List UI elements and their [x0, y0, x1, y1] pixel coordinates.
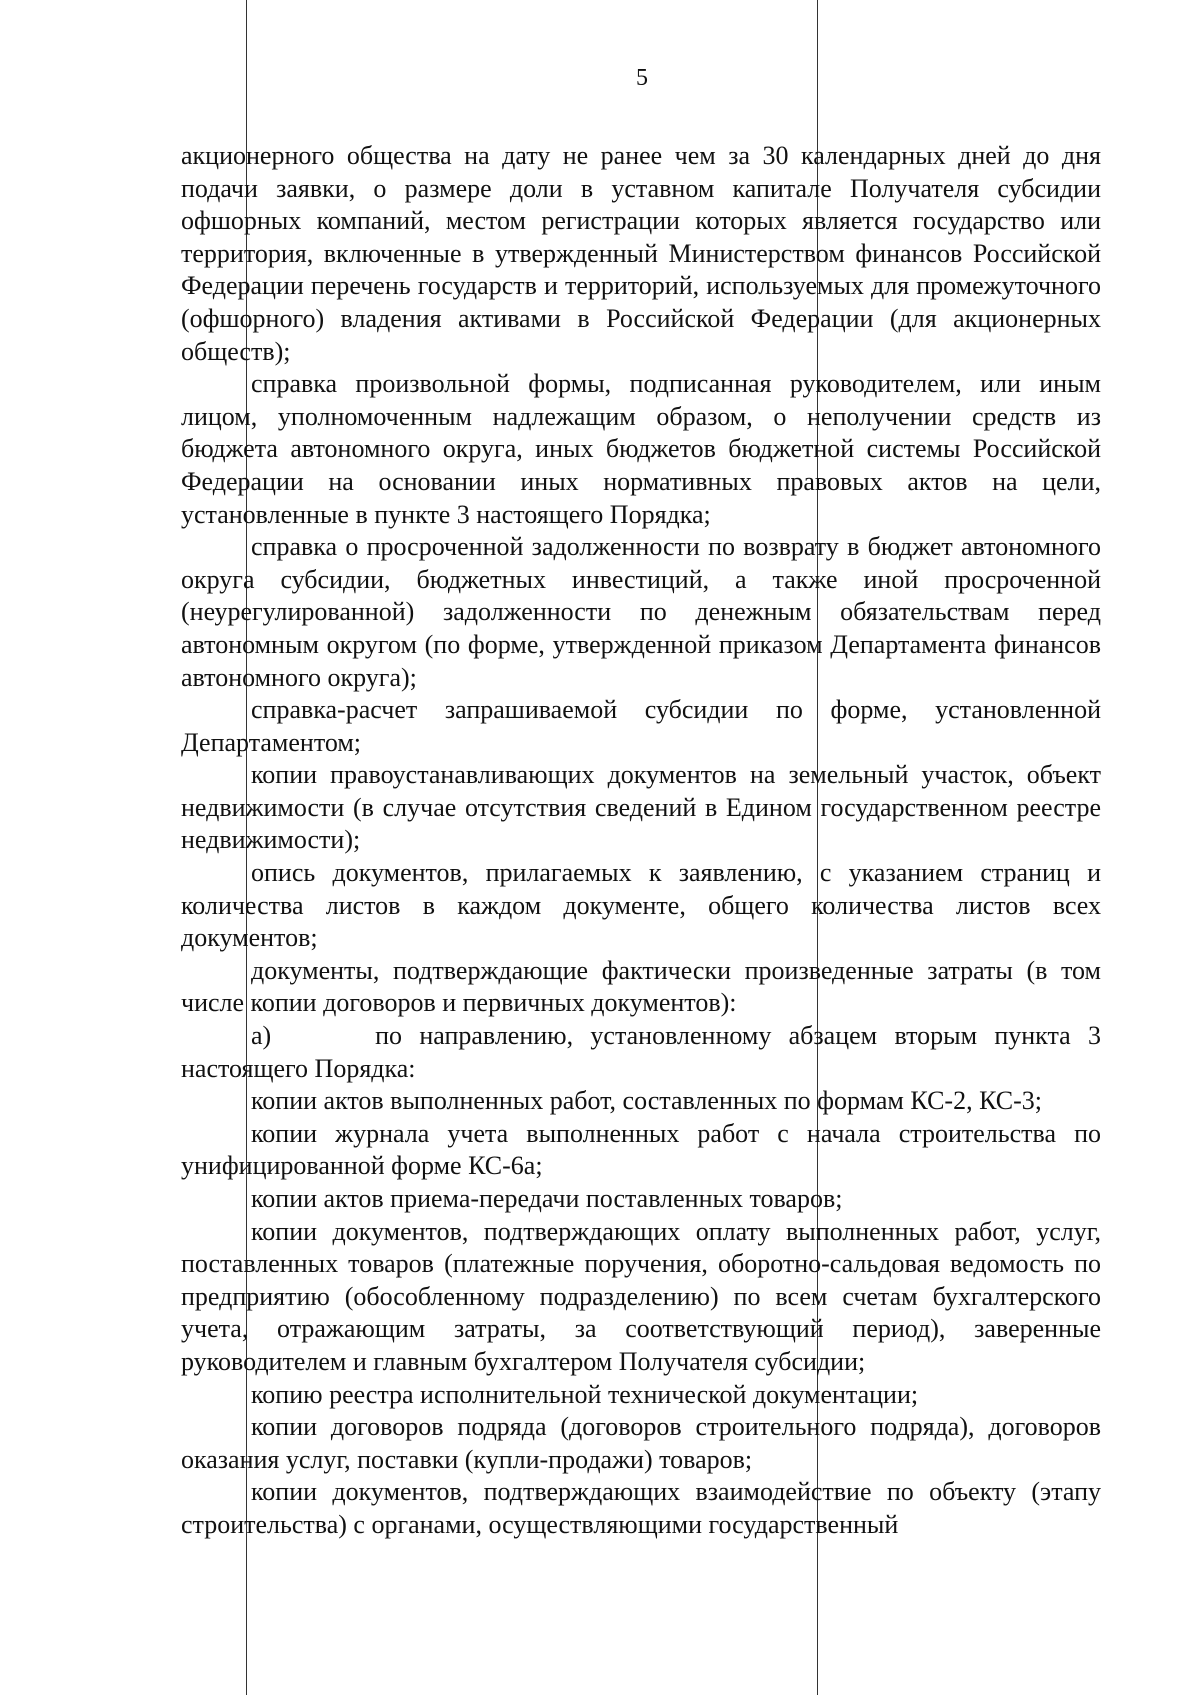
paragraph-8: а) по направлению, установленному абзацем вторым пункта 3 настоящего Порядка:: [181, 1021, 1101, 1083]
paragraph-2: справка произвольной формы, подписанная руководителем, или иным лицом, уполномоченным надлежащим образом, о неполучении средств из бюджета автономного округа, иных бюджетов бюджетной системы Российской Федерации на основании иных нормативных правовых актов на цели, установленные в пункте 3 настоящего Порядка;: [181, 369, 1101, 529]
paragraph-14: копии договоров подряда (договоров строительного подряда), договоров оказания услуг, поставки (купли-продажи) товаров;: [181, 1412, 1101, 1474]
paragraph-13: копию реестра исполнительной технической документации;: [251, 1379, 919, 1409]
paragraph-10: копии журнала учета выполненных работ с начала строительства по унифицированной форме КС-6а;: [181, 1118, 1101, 1181]
paragraph-9: копии актов выполненных работ, составленных по формам КС-2, КС-3;: [251, 1086, 1042, 1116]
paragraph-12: копии документов, подтверждающих оплату выполненных работ, услуг, поставленных товаров (платежные поручения, оборотно-сальдовая ведомость по предприятию (обособленному подразделению) по всем счетам бухгалтерского учета, отражающим затраты, за соответствующий период), заверенные руководителем и главным бухгалтером Получателя субсидии;: [181, 1216, 1101, 1376]
paragraph-1: акционерного общества на дату не ранее чем за 30 календарных дней до дня подачи заявки, о размере доли в уставном капитале Получателя субсидии офшорных компаний, местом регистрации которых является государство или территория, включенные в утвержденный Министерством финансов Российской Федерации перечень государств и территорий, используемых для промежуточного (офшорного) владения активами в Российской Федерации (для акционерных обществ);: [181, 141, 1101, 366]
page-number: 5: [636, 65, 648, 91]
paragraph-4: справка-расчет запрашиваемой субсидии по форме, установленной Департаментом;: [181, 695, 1101, 757]
paragraph-7: документы, подтверждающие фактически произведенные затраты (в том числе копии договоров и первичных документов):: [181, 955, 1101, 1018]
paragraph-3: справка о просроченной задолженности по возврату в бюджет автономного округа субсидии, бюджетных инвестиций, а также иной просроченной (неурегулированной) задолженности по денежным обязательствам перед автономным округом (по форме, утвержденной приказом Департамента финансов автономного округа);: [181, 532, 1101, 692]
paragraph-5: копии правоустанавливающих документов на земельный участок, объект недвижимости (в случае отсутствия сведений в Едином государственном реестре недвижимости);: [181, 760, 1101, 855]
document-body: [181, 140, 1101, 1542]
paragraph-6: опись документов, прилагаемых к заявлению, с указанием страниц и количества листов в каждом документе, общего количества листов всех документов;: [181, 858, 1101, 953]
paragraph-11: копии актов приема-передачи поставленных товаров;: [251, 1184, 843, 1213]
paragraph-15: копии документов, подтверждающих взаимодействие по объекту (этапу строительства) с органами, осуществляющими государственный: [181, 1477, 1101, 1539]
